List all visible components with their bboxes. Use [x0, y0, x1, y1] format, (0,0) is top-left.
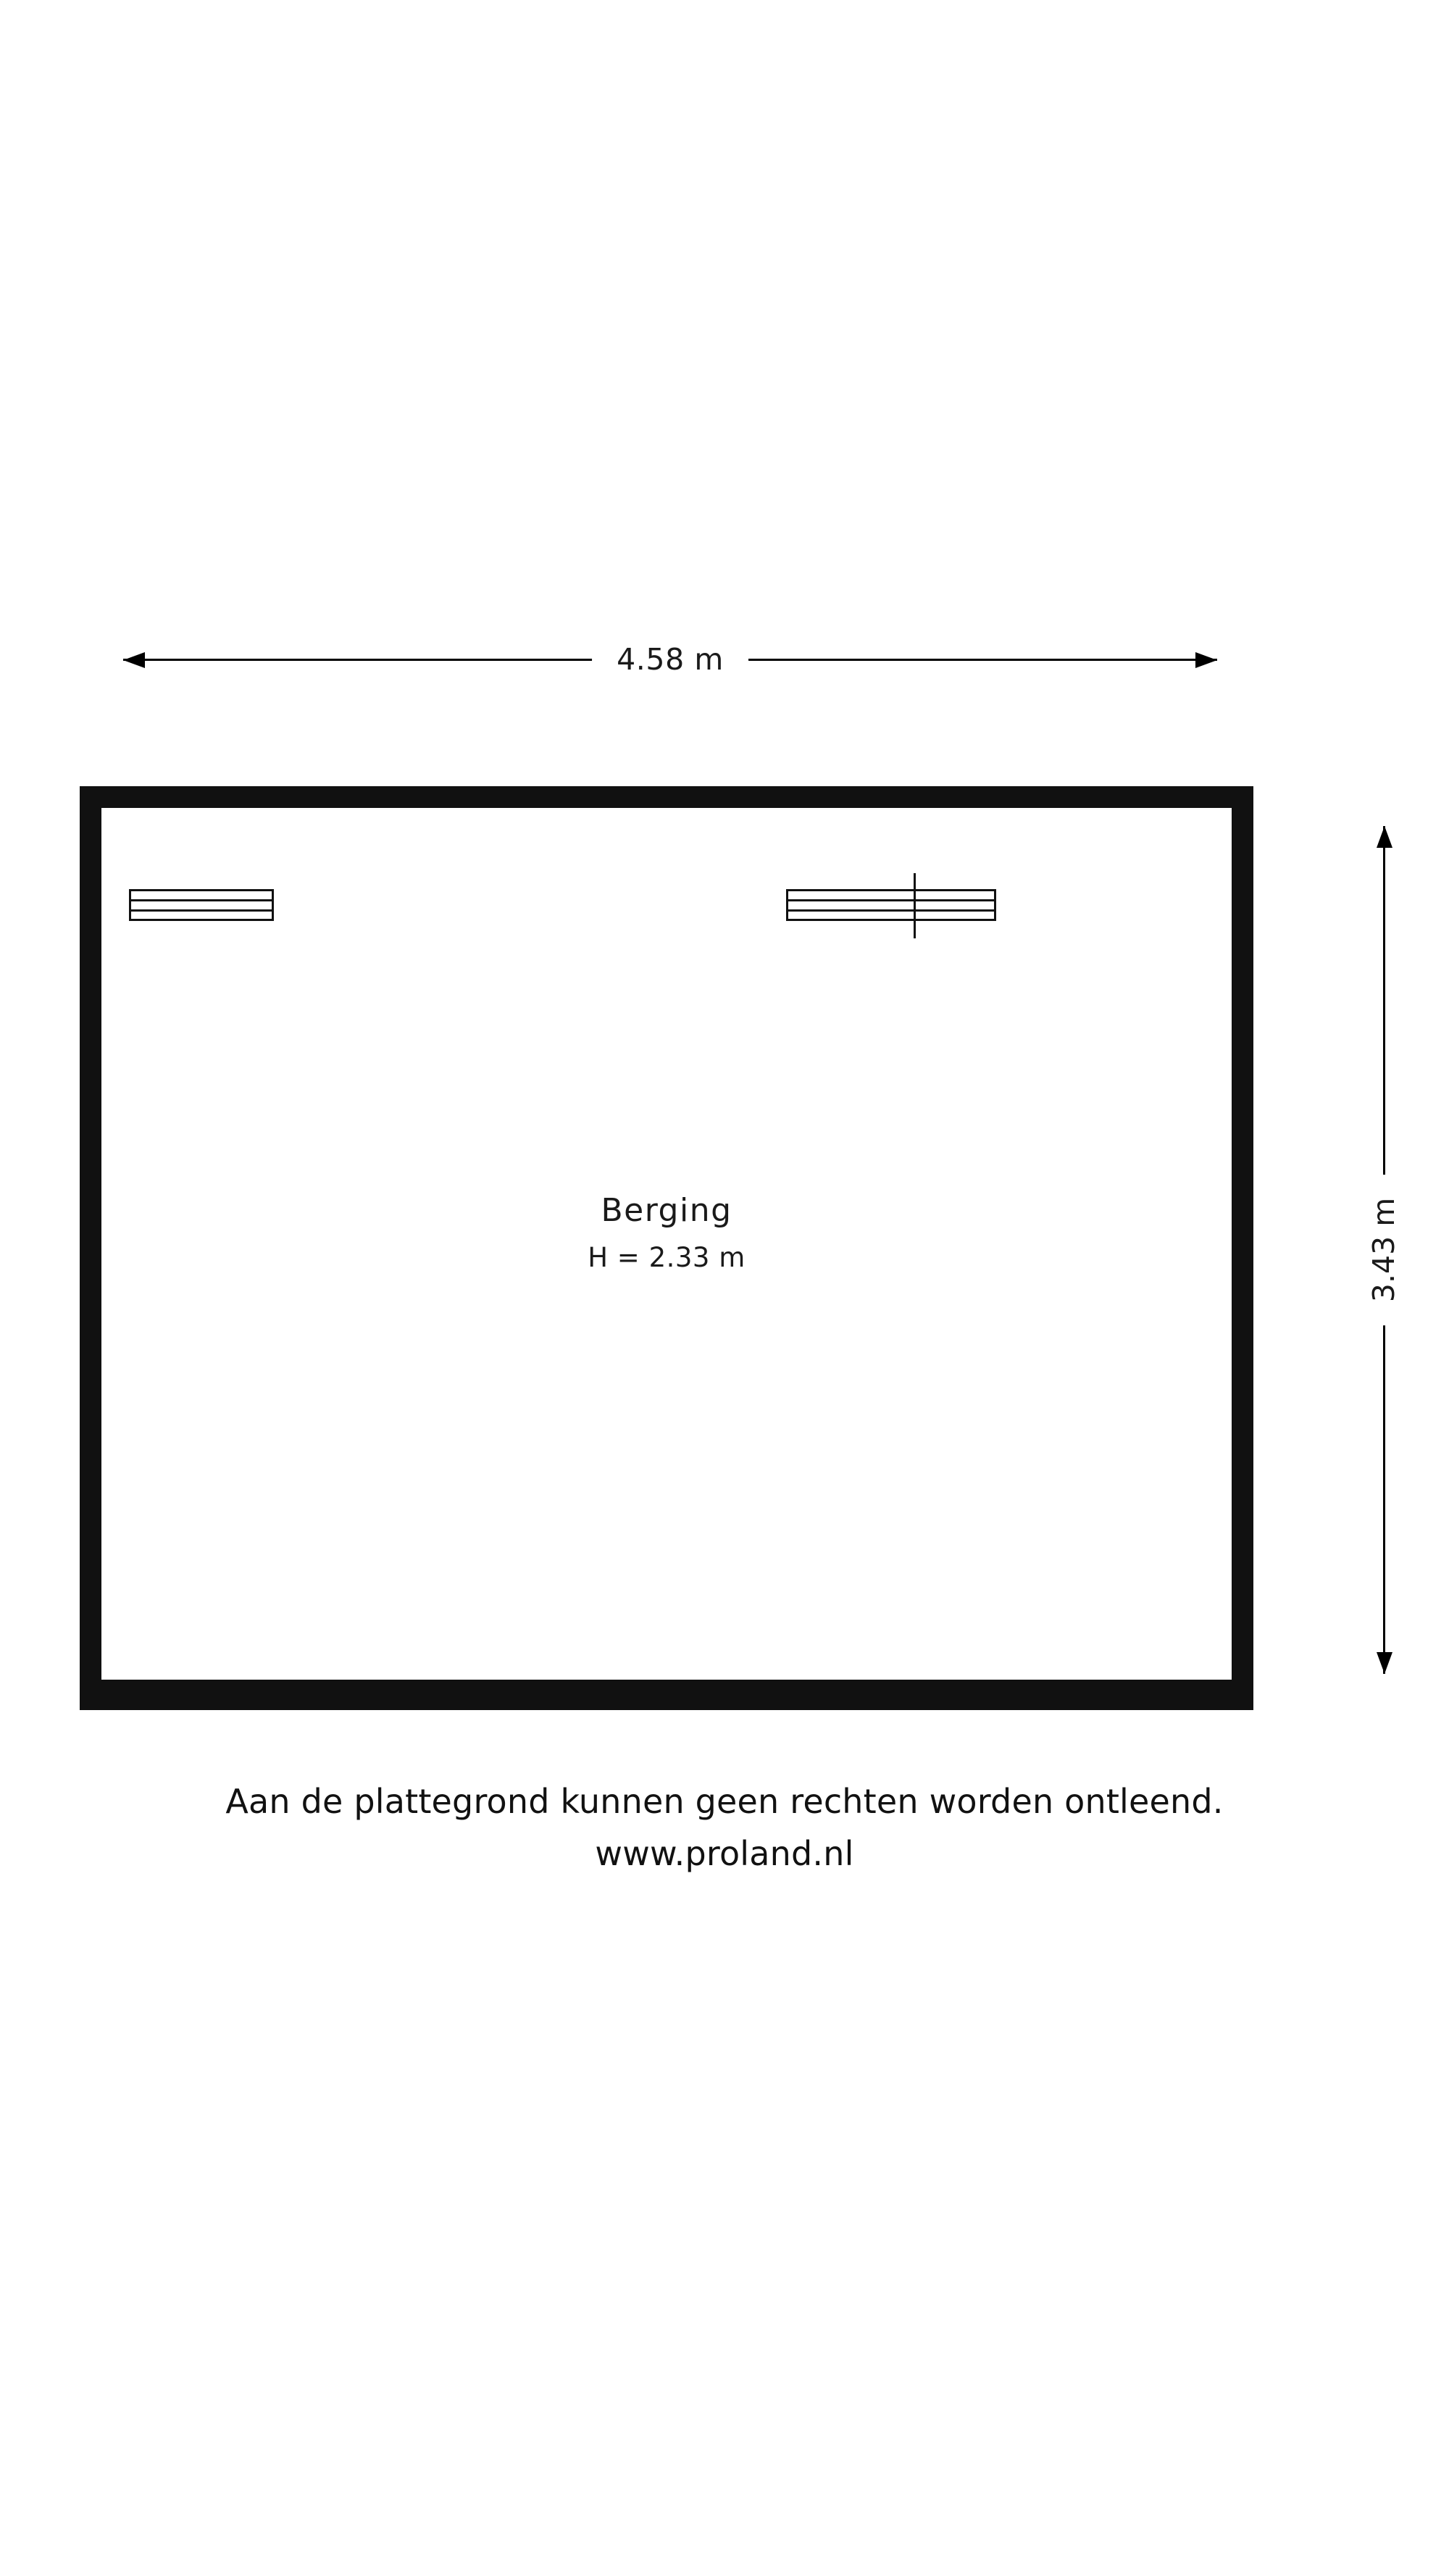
room-height-label: H = 2.33 m	[588, 1242, 746, 1273]
website-text: www.proland.nl	[595, 1834, 854, 1873]
room-interior	[101, 808, 1232, 1680]
window-right-cap-left	[786, 891, 788, 919]
dimension-depth-label: 3.43 m	[1362, 1175, 1406, 1325]
window-right-pane-1	[786, 899, 996, 901]
window-left-cap-right	[272, 891, 274, 919]
window-left-pane-2	[129, 909, 274, 912]
arrow-up-icon	[1377, 826, 1392, 848]
dimension-depth	[1362, 826, 1406, 1674]
arrow-down-icon	[1377, 1652, 1392, 1674]
window-right	[786, 889, 996, 921]
door-opening-marker-icon	[914, 873, 916, 938]
room-berging	[80, 786, 1253, 1710]
window-left-cap-left	[129, 891, 131, 919]
window-right-pane-2	[786, 909, 996, 912]
window-right-cap-right	[994, 891, 996, 919]
room-name-label: Berging	[601, 1192, 732, 1229]
dimension-width	[123, 638, 1217, 681]
window-left	[129, 889, 274, 921]
dimension-width-label: 4.58 m	[592, 638, 748, 681]
footer-disclaimer	[0, 1779, 1449, 1876]
arrow-right-icon	[1195, 652, 1217, 668]
window-left-pane-1	[129, 899, 274, 901]
arrow-left-icon	[123, 652, 145, 668]
disclaimer-text: Aan de plattegrond kunnen geen rechten worden ontleend.	[225, 1782, 1224, 1821]
room-label-group	[101, 1192, 1232, 1273]
